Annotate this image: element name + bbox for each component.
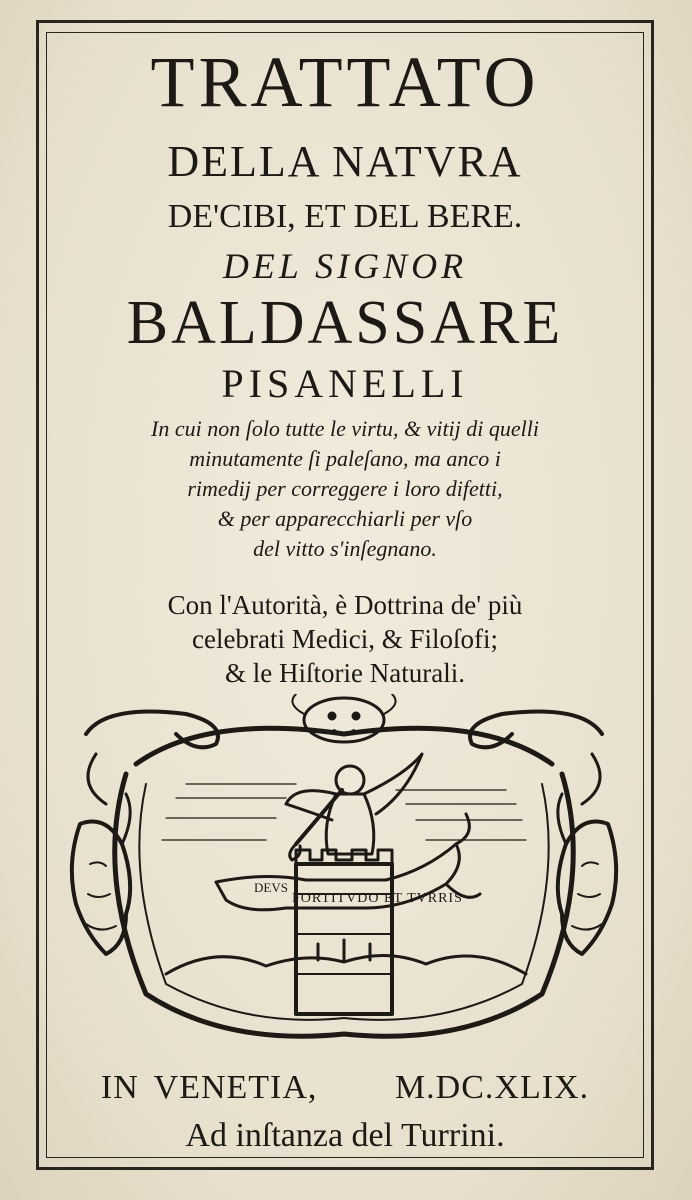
description-line: rimedij per correggere i loro difetti, — [187, 476, 503, 501]
imprint-line — [46, 1066, 644, 1110]
ground-hills — [166, 955, 526, 974]
imprint-publisher: Ad inſtanza del Turrini. — [185, 1117, 505, 1154]
authority-line: Con l'Autorità, è Dottrina de' più — [167, 590, 523, 620]
title-line-de-cibi: DE'CIBI, ET DEL BERE. — [167, 198, 523, 235]
description-line: minutamente ſi paleſano, ma anco i — [189, 446, 501, 471]
description-line: In cui non ſolo tutte le virtu, & vitij di quelli — [151, 416, 539, 441]
authority-line: celebrati Medici, & Filoſofi; — [192, 624, 498, 654]
description-line: & per apparecchiarli per vſo — [217, 506, 473, 531]
description-line: del vitto s'inſegnano. — [253, 536, 437, 561]
imprint-place: IN VENETIA, — [100, 1069, 318, 1106]
title-line-del-signor: DEL SIGNOR — [222, 246, 468, 286]
tower — [296, 850, 392, 1014]
author-first-name: BALDASSARE — [126, 289, 564, 357]
motto-text-left: DEVS — [254, 880, 288, 895]
title-line-trattato: TRATTATO — [150, 42, 540, 122]
imprint-year: M.DC.XLIX. — [394, 1069, 590, 1106]
authority-line: & le Hiſtorie Naturali. — [225, 658, 465, 688]
left-grotesque-face — [72, 794, 130, 954]
angel-figure — [286, 754, 422, 860]
right-scroll-roll — [470, 712, 602, 748]
author-last-name: PISANELLI — [221, 361, 469, 406]
printers-device-woodcut — [66, 694, 622, 1056]
motto-text-main: FORTITVDO ET TVRRIS — [292, 891, 463, 906]
right-grotesque-face — [558, 794, 616, 954]
left-scroll-roll — [86, 712, 218, 748]
title-line-della-natura: DELLA NATVRA — [167, 137, 523, 186]
